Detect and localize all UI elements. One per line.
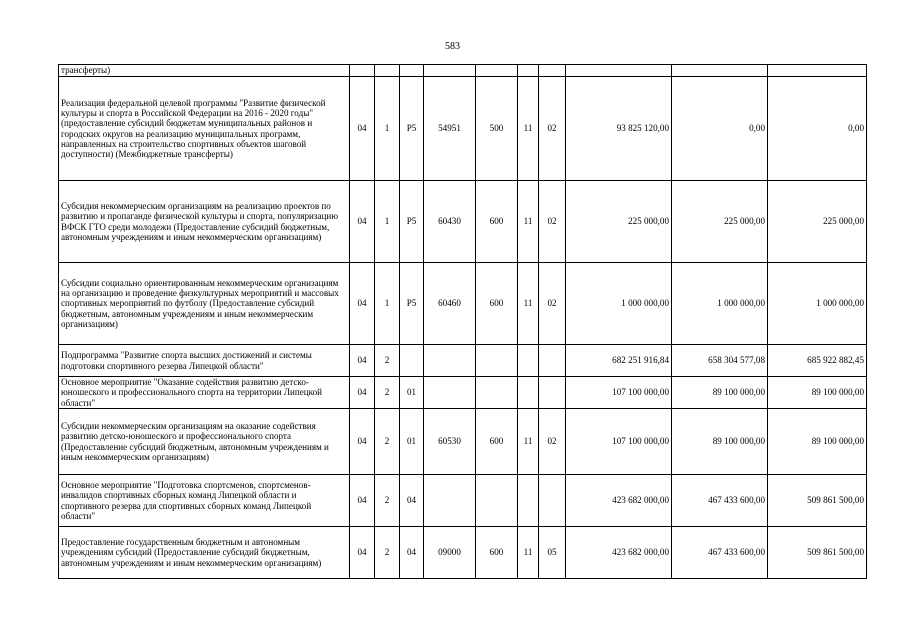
amount-year-3: 89 100 000,00 bbox=[768, 377, 867, 409]
row-description: Основное мероприятие "Оказание содействия развитию детско-юношеского и профессионального спорта на территории Липецкой области" bbox=[59, 377, 350, 409]
code-program: 04 bbox=[350, 527, 375, 579]
amount-year-2: 658 304 577,08 bbox=[672, 345, 768, 377]
code-program: 04 bbox=[350, 77, 375, 181]
amount-year-3: 509 861 500,00 bbox=[768, 475, 867, 527]
code-section: 11 bbox=[518, 181, 539, 263]
code-subprogram: 2 bbox=[375, 475, 400, 527]
code-subsection bbox=[539, 65, 566, 77]
table-row bbox=[59, 377, 867, 409]
code-subsection: 02 bbox=[539, 263, 566, 345]
amount-year-2: 89 100 000,00 bbox=[672, 377, 768, 409]
amount-year-1: 682 251 916,84 bbox=[566, 345, 672, 377]
code-event: 01 bbox=[400, 377, 424, 409]
code-subprogram bbox=[375, 65, 400, 77]
code-direction bbox=[424, 475, 476, 527]
code-event: P5 bbox=[400, 77, 424, 181]
table-row bbox=[59, 65, 867, 77]
amount-year-1: 423 682 000,00 bbox=[566, 475, 672, 527]
amount-year-3: 225 000,00 bbox=[768, 181, 867, 263]
code-event bbox=[400, 65, 424, 77]
code-subprogram: 1 bbox=[375, 263, 400, 345]
code-section bbox=[518, 65, 539, 77]
amount-year-3: 685 922 882,45 bbox=[768, 345, 867, 377]
row-description: трансферты) bbox=[59, 65, 350, 77]
amount-year-1 bbox=[566, 65, 672, 77]
code-subprogram: 2 bbox=[375, 345, 400, 377]
code-section bbox=[518, 475, 539, 527]
amount-year-3: 1 000 000,00 bbox=[768, 263, 867, 345]
page-number: 583 bbox=[445, 41, 460, 52]
code-subsection bbox=[539, 377, 566, 409]
code-subsection: 02 bbox=[539, 409, 566, 475]
code-section: 11 bbox=[518, 77, 539, 181]
row-description: Реализация федеральной целевой программы "Развитие физической культуры и спорта в Российской Федерации на 2016 - 2020 годы" (предоставление субсидий бюджетам муниципальных районов и городских округов на реализацию муниципальных программ, направленных на строительство спортивных объектов шаговой доступности) (Межбюджетные трансферты) bbox=[59, 77, 350, 181]
code-event: 04 bbox=[400, 527, 424, 579]
code-expense-type: 600 bbox=[476, 409, 518, 475]
code-subsection: 02 bbox=[539, 77, 566, 181]
amount-year-2: 1 000 000,00 bbox=[672, 263, 768, 345]
code-direction bbox=[424, 345, 476, 377]
amount-year-2: 467 433 600,00 bbox=[672, 527, 768, 579]
amount-year-2: 225 000,00 bbox=[672, 181, 768, 263]
code-section bbox=[518, 377, 539, 409]
table-row bbox=[59, 475, 867, 527]
code-subprogram: 2 bbox=[375, 527, 400, 579]
amount-year-3: 0,00 bbox=[768, 77, 867, 181]
row-description: Субсидия некоммерческим организациям на реализацию проектов по развитию и пропаганде физической культуры и спорта, популяризацию ВФСК ГТО среди молодежи (Предоставление субсидий бюджетным, автономным учреждениям и иным некоммерческим организациям) bbox=[59, 181, 350, 263]
code-subsection: 05 bbox=[539, 527, 566, 579]
code-subprogram: 2 bbox=[375, 377, 400, 409]
code-event: P5 bbox=[400, 263, 424, 345]
code-expense-type bbox=[476, 345, 518, 377]
code-section: 11 bbox=[518, 527, 539, 579]
amount-year-1: 93 825 120,00 bbox=[566, 77, 672, 181]
code-section bbox=[518, 345, 539, 377]
row-description: Предоставление государственным бюджетным и автономным учреждениям субсидий (Предоставление субсидий бюджетным, автономным учреждениям и иным некоммерческим организациям) bbox=[59, 527, 350, 579]
code-expense-type bbox=[476, 377, 518, 409]
table-row bbox=[59, 345, 867, 377]
table-row bbox=[59, 181, 867, 263]
code-expense-type: 600 bbox=[476, 263, 518, 345]
code-subsection bbox=[539, 345, 566, 377]
amount-year-1: 423 682 000,00 bbox=[566, 527, 672, 579]
code-direction: 09000 bbox=[424, 527, 476, 579]
amount-year-2 bbox=[672, 65, 768, 77]
code-direction: 60460 bbox=[424, 263, 476, 345]
code-direction: 54951 bbox=[424, 77, 476, 181]
code-expense-type: 500 bbox=[476, 77, 518, 181]
code-program: 04 bbox=[350, 475, 375, 527]
code-event: 04 bbox=[400, 475, 424, 527]
code-event: P5 bbox=[400, 181, 424, 263]
code-direction bbox=[424, 65, 476, 77]
code-event bbox=[400, 345, 424, 377]
row-description: Основное мероприятие "Подготовка спортсменов, спортсменов-инвалидов спортивных сборных команд Липецкой области и спортивного резерва для спортивных сборных команд Липецкой области" bbox=[59, 475, 350, 527]
code-expense-type: 600 bbox=[476, 181, 518, 263]
code-direction: 60530 bbox=[424, 409, 476, 475]
row-description: Подпрограмма "Развитие спорта высших достижений и системы подготовки спортивного резерва Липецкой области" bbox=[59, 345, 350, 377]
amount-year-3: 509 861 500,00 bbox=[768, 527, 867, 579]
amount-year-1: 1 000 000,00 bbox=[566, 263, 672, 345]
code-expense-type: 600 bbox=[476, 527, 518, 579]
code-program: 04 bbox=[350, 263, 375, 345]
amount-year-2: 467 433 600,00 bbox=[672, 475, 768, 527]
code-program: 04 bbox=[350, 345, 375, 377]
code-expense-type bbox=[476, 65, 518, 77]
row-description: Субсидии некоммерческим организациям на оказание содействия развитию детско-юношеского и профессионального спорта (Предоставление субсидий бюджетным, автономным учреждениям и иным некоммерческим организациям) bbox=[59, 409, 350, 475]
budget-table bbox=[58, 64, 867, 579]
code-subprogram: 1 bbox=[375, 77, 400, 181]
code-program: 04 bbox=[350, 181, 375, 263]
code-section: 11 bbox=[518, 263, 539, 345]
amount-year-3: 89 100 000,00 bbox=[768, 409, 867, 475]
code-expense-type bbox=[476, 475, 518, 527]
table-row bbox=[59, 527, 867, 579]
code-event: 01 bbox=[400, 409, 424, 475]
amount-year-3 bbox=[768, 65, 867, 77]
code-subprogram: 2 bbox=[375, 409, 400, 475]
table-row bbox=[59, 409, 867, 475]
code-subprogram: 1 bbox=[375, 181, 400, 263]
table-row bbox=[59, 77, 867, 181]
code-direction: 60430 bbox=[424, 181, 476, 263]
code-section: 11 bbox=[518, 409, 539, 475]
code-subsection: 02 bbox=[539, 181, 566, 263]
code-subsection bbox=[539, 475, 566, 527]
code-direction bbox=[424, 377, 476, 409]
amount-year-2: 89 100 000,00 bbox=[672, 409, 768, 475]
row-description: Субсидии социально ориентированным некоммерческим организациям на организацию и проведение физкультурных мероприятий и массовых спортивных мероприятий по футболу (Предоставление субсидий бюджетным, автономным учреждениям и иным некоммерческим организациям) bbox=[59, 263, 350, 345]
amount-year-1: 107 100 000,00 bbox=[566, 409, 672, 475]
table-row bbox=[59, 263, 867, 345]
amount-year-2: 0,00 bbox=[672, 77, 768, 181]
amount-year-1: 107 100 000,00 bbox=[566, 377, 672, 409]
code-program: 04 bbox=[350, 409, 375, 475]
code-program bbox=[350, 65, 375, 77]
code-program: 04 bbox=[350, 377, 375, 409]
amount-year-1: 225 000,00 bbox=[566, 181, 672, 263]
